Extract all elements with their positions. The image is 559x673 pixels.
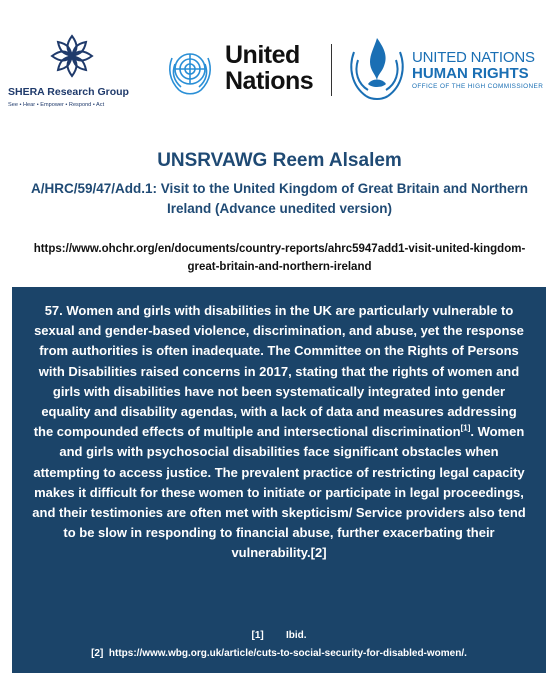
- un-wordmark: [225, 42, 313, 94]
- document-title: UNSRVAWG Reem Alsalem: [157, 150, 402, 171]
- un-emblem-icon: [163, 44, 217, 98]
- paragraph-part2: . Women and girls with psychosocial disabilities face significant obstacles when attempting to access justice. The prevalent practice of restricting legal capacity makes it difficult for these women to initiate or participate in legal proceedings, and their testimonies are often met with skepticism/ Service providers also tend to be slow in responding to financial abuse, further exacerbating their vulnerability.[2]: [32, 424, 526, 561]
- ohchr-line3: OFFICE OF THE HIGH COMMISSIONER: [412, 83, 544, 90]
- ohchr-line1: UNITED NATIONS: [412, 49, 535, 66]
- quote-panel: [12, 287, 546, 673]
- shera-name: SHERA Research Group: [8, 86, 129, 98]
- shera-lotus-icon: [46, 30, 98, 82]
- footnote-1-text: Ibid.: [285, 630, 307, 641]
- ohchr-wordmark: [412, 50, 543, 91]
- footnote-2: [30, 645, 528, 663]
- paragraph-part1: 57. Women and girls with disabilities in the UK are particularly vulnerable to sexual and gender-based violence, discrimination, and abuse, yet the response from authorities is often inadequate. The Committee on the Rights of Persons with Disabilities raised concerns in 2017, stating that the rights of women and girls with disabilities have not been systematically integrated into gender equality and disability agendas, with a lack of data and measures addressing the compounded effects of multiple and intersectional discrimination: [33, 303, 524, 440]
- paragraph-57: [30, 301, 528, 564]
- ohchr-flame-hand-icon: [344, 32, 410, 104]
- footnotes: [30, 627, 528, 663]
- footnote-1-marker: [1]: [251, 630, 264, 641]
- un-wordmark-line1: United: [225, 41, 300, 69]
- un-wordmark-line2: Nations: [225, 67, 314, 95]
- logo-divider: [331, 44, 332, 96]
- logo-header: [0, 0, 559, 130]
- footnote-2-link[interactable]: https://www.wbg.org.uk/article/cuts-to-social-security-for-disabled-women/.: [108, 648, 467, 659]
- shera-logo-block: [8, 30, 138, 115]
- footnote-1: [30, 627, 528, 645]
- document-subtitle: A/HRC/59/47/Add.1: Visit to the United Kingdom of Great Britain and Northern Ireland (Advance unedited version): [30, 181, 529, 216]
- footnote-ref-1[interactable]: [1]: [460, 423, 471, 433]
- source-url[interactable]: https://www.ohchr.org/en/documents/country-reports/ahrc5947add1-visit-united-kingdom-great-britain-and-northern-ireland: [33, 243, 526, 273]
- shera-tagline: See • Hear • Empower • Respond • Act: [8, 102, 105, 108]
- ohchr-line2: HUMAN RIGHTS: [412, 65, 529, 82]
- footnote-2-marker: [2]: [91, 648, 104, 659]
